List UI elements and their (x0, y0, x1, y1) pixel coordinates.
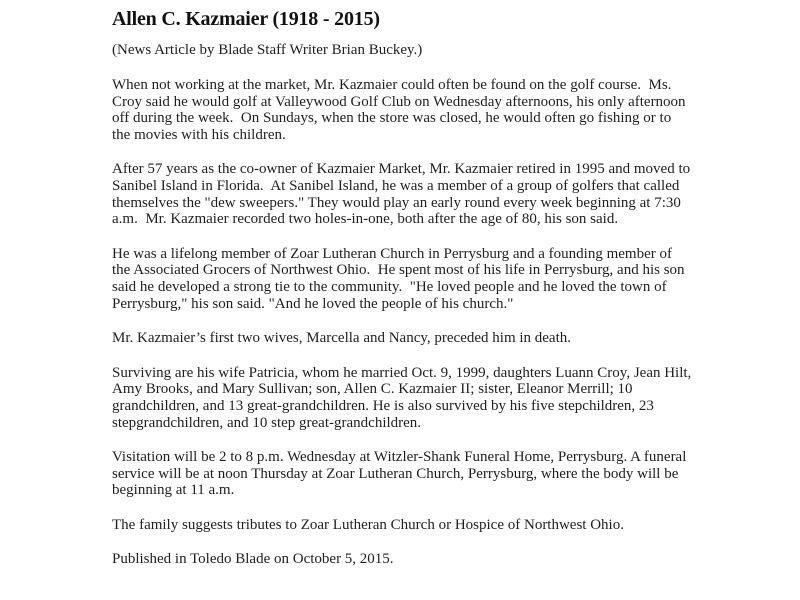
article-paragraph: Surviving are his wife Patricia, whom he married Oct. 9, 1999, daughters Luann Croy, Jean Hilt, Amy Brooks, and Mary Sullivan; son, Allen C. Kazmaier II; sister, Eleanor Merrill; 10 grandchildren, and 13 great-grandchildren. He is also survived by his five stepchildren, 23 stepgrandchildren, and 10 step great-grandchildren. (112, 364, 695, 431)
article-paragraph: Mr. Kazmaier’s first two wives, Marcella and Nancy, preceded him in death. (112, 330, 572, 347)
article-paragraph: He was a lifelong member of Zoar Lutheran Church in Perrysburg and a founding member of the Associated Grocers of Northwest Ohio. He spent most of his life in Perrysburg, and his son said he developed a strong tie to the community. "He loved people and he loved the town of Perrysburg," his son said. "And he loved the people of his church." (112, 245, 689, 312)
article-title: Allen C. Kazmaier (1918 - 2015) (112, 8, 380, 30)
published-line: Published in Toledo Blade on October 5, 2015. (112, 551, 394, 568)
article-paragraph: When not working at the market, Mr. Kazmaier could often be found on the golf course. Ms. Croy said he would golf at Valleywood Golf Club on Wednesday afternoons, his only afternoon off during the week. On Sundays, when the store was closed, he would often go fishing or to the movies with his children. (112, 77, 690, 143)
article-byline: (News Article by Blade Staff Writer Brian Buckey.) (112, 42, 423, 58)
article-paragraph: Visitation will be 2 to 8 p.m. Wednesday at Witzler-Shank Funeral Home, Perrysburg. A funeral service will be at noon Thursday at Zoar Lutheran Church, Perrysburg, where the body will be beginning at 11 a.m. (112, 449, 691, 499)
article-body (112, 77, 695, 533)
article-paragraph: After 57 years as the co-owner of Kazmaier Market, Mr. Kazmaier retired in 1995 and moved to Sanibel Island in Florida. At Sanibel Island, he was a member of a group of golfers that called themselves the "dew sweepers." They would play an early round every week beginning at 7:30 a.m. Mr. Kazmaier recorded two holes-in-one, both after the age of 80, his son said. (112, 161, 694, 228)
article-paragraph: The family suggests tributes to Zoar Lutheran Church or Hospice of Northwest Ohio. (112, 516, 624, 533)
article-footer (112, 551, 692, 568)
